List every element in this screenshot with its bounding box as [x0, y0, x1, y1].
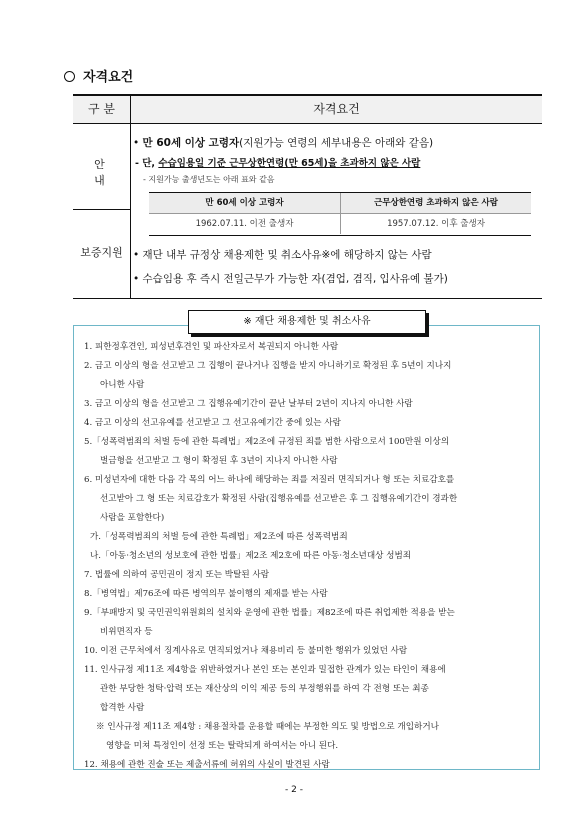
- restriction-line: 관한 부당한 청탁·압력 또는 재산상의 이익 제공 등의 부정행위를 하여 각 전형 또는 최종: [100, 684, 429, 694]
- restriction-line: 12. 채용에 관한 진술 또는 제출서류에 허위의 사실이 발견된 사람: [84, 760, 330, 770]
- qualification-table: [73, 94, 542, 299]
- restriction-line: 사람을 포함한다): [100, 513, 165, 523]
- restriction-line: 1. 피한정후견인, 피성년후견인 및 파산자로서 복권되지 아니한 사람: [84, 342, 339, 352]
- inner-cell-left: 1962.07.11. 이전 출생자: [195, 219, 294, 229]
- restriction-line: 선고받아 그 형 또는 치료감호가 확정된 사람(집행유예를 선고받은 후 그 집행유예기간이 경과한: [100, 494, 458, 504]
- page-number: - 2 -: [285, 785, 303, 795]
- restriction-line: 5.「성폭력범죄의 처벌 등에 관한 특례법」제2조에 규정된 죄를 범한 사람으로서 100만원 이상의: [84, 437, 450, 447]
- age-requirement: • 만 60세 이상 고령자(지원가능 연령의 세부내용은 아래와 같음): [133, 137, 434, 149]
- birth-year-note: - 지원가능 출생년도는 아래 표와 같음: [143, 175, 275, 184]
- fulltime-requirement-text: 수습임용 후 즉시 전일근무가 가능한 자(겸업, 겸직, 입사유예 불가): [142, 273, 448, 285]
- age-limit-prefix: - 단,: [135, 158, 159, 169]
- circle-bullet-icon: [64, 71, 75, 82]
- header-qualification: 자격요건: [313, 102, 360, 116]
- restriction-requirement: • 재단 내부 규정상 채용제한 및 취소사유※에 해당하지 않는 사람: [133, 249, 432, 261]
- restriction-box-title: ※ 재단 채용제한 및 취소사유: [188, 310, 426, 334]
- restriction-line: 2. 금고 이상의 형을 선고받고 그 집행이 끝나거나 집행을 받지 아니하기로 확정된 후 5년이 지나지: [84, 361, 452, 371]
- restriction-line: 가.「성폭력범죄의 처벌 등에 관한 특례법」제2조에 따른 성폭력범죄: [90, 532, 348, 542]
- inner-cell-right: 1957.07.12. 이후 출생자: [387, 219, 485, 229]
- column-divider: [130, 124, 131, 298]
- header-category: 구 분: [73, 96, 131, 123]
- age-requirement-bold: 만 60세 이상 고령자: [142, 137, 240, 149]
- table-header: [73, 96, 542, 124]
- age-requirement-note: (지원가능 연령의 세부내용은 아래와 같음): [239, 137, 434, 149]
- restriction-line: 7. 법률에 의하여 공민권이 정지 또는 박탈된 사람: [84, 570, 270, 580]
- restriction-line: 아니한 사람: [100, 380, 145, 390]
- restriction-requirement-text: 재단 내부 규정상 채용제한 및 취소사유※에 해당하지 않는 사람: [142, 249, 432, 261]
- restriction-line: 8.「병역법」제76조에 따른 병역의무 불이행의 제재를 받는 사람: [84, 589, 328, 599]
- restriction-line: 4. 금고 이상의 선고유예를 선고받고 그 선고유예기간 중에 있는 사람: [84, 418, 341, 428]
- restriction-line: 10. 이전 근무처에서 징계사유로 면직되었거나 채용비리 등 불미한 행위가 있었던 사람: [84, 646, 408, 656]
- section-title: [64, 66, 133, 85]
- inner-header-right: 근무상한연령 초과하지 않은 사람: [341, 193, 531, 213]
- restriction-line: 나.「아동·청소년의 성보호에 관한 법률」제2조 제2호에 따른 아동·청소년대상 성범죄: [90, 551, 412, 561]
- restriction-line: 비위면직자 등: [100, 627, 153, 637]
- birth-year-table: [149, 192, 531, 236]
- age-limit-underlined: 수습임용일 기준 근무상한연령(만 65세)을 초과하지 않은 사람: [158, 158, 421, 169]
- fulltime-requirement: • 수습임용 후 즉시 전일근무가 가능한 자(겸업, 겸직, 입사유예 불가): [133, 273, 448, 285]
- restriction-line: 합격한 사람: [100, 703, 145, 713]
- restriction-line: 11. 인사규정 제11조 제4항을 위반하였거나 본인 또는 본인과 밀접한 관계가 있는 타인이 채용에: [84, 665, 446, 675]
- section-title-text: 자격요건: [83, 70, 134, 85]
- restriction-line: 9.「부패방지 및 국민권익위원회의 설치와 운영에 관한 법률」제82조에 따른 취업제한 적용을 받는: [84, 608, 455, 618]
- label-support: 보증지원: [80, 246, 123, 259]
- row-divider: [73, 209, 130, 210]
- restriction-line: 3. 금고 이상의 형을 선고받고 그 집행유예기간이 끝난 날부터 2년이 지나지 아니한 사람: [84, 399, 413, 409]
- restriction-line: 영향을 미쳐 특정인이 선정 또는 탈락되게 하여서는 아니 된다.: [106, 741, 339, 751]
- label-guide: 안 내: [94, 158, 119, 187]
- restriction-line: ※ 인사규정 제11조 제4항 : 채용절차를 운용할 때에는 부정한 의도 및 방법으로 개입하거나: [96, 722, 439, 732]
- age-limit-note: [135, 155, 420, 169]
- inner-header-left: 만 60세 이상 고령자: [149, 193, 340, 213]
- restriction-line: 6. 미성년자에 대한 다음 각 목의 어느 하나에 해당하는 죄를 저질러 면직되거나 형 또는 치료감호를: [84, 475, 455, 485]
- restriction-line: 벌금형을 선고받고 그 형이 확정된 후 3년이 지나지 아니한 사람: [100, 456, 338, 466]
